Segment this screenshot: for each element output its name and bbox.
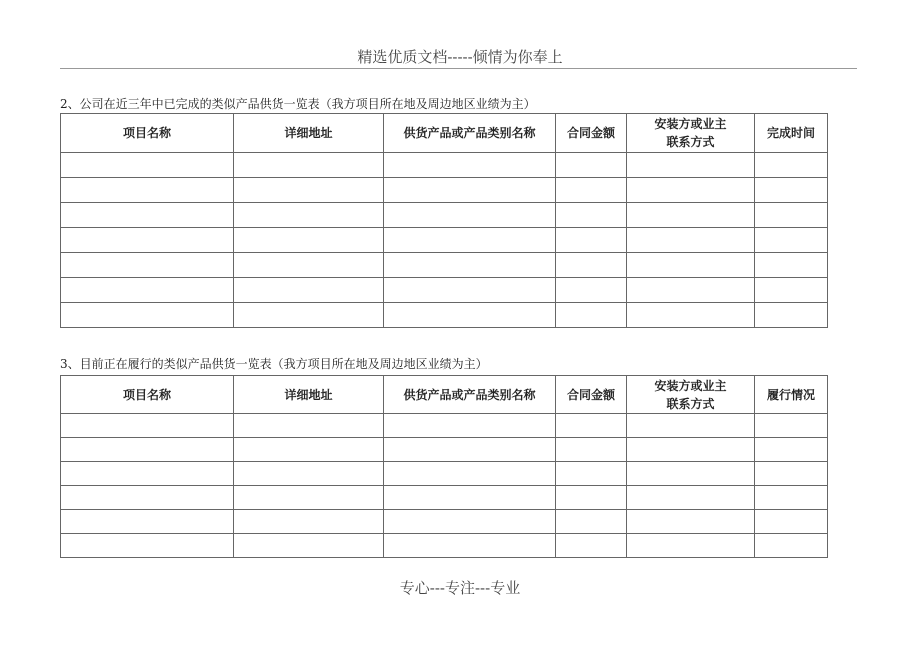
col-installer-label: 安装方或业主 xyxy=(654,117,727,131)
col-product-category: 供货产品或产品类别名称 xyxy=(384,114,556,153)
table-row xyxy=(61,486,828,510)
table-row xyxy=(61,203,828,228)
section3-caption: 3、目前正在履行的类似产品供货一览表（我方项目所在地及周边地区业绩为主） xyxy=(60,357,488,371)
table-row xyxy=(61,414,828,438)
col-contract-amount: 合同金额 xyxy=(556,376,627,414)
col-address: 详细地址 xyxy=(234,114,384,153)
section2-caption: 2、公司在近三年中已完成的类似产品供货一览表（我方项目所在地及周边地区业绩为主） xyxy=(60,97,536,111)
col-address: 详细地址 xyxy=(234,376,384,414)
completed-projects-table xyxy=(60,113,828,328)
col-project-name: 项目名称 xyxy=(61,114,234,153)
col-contract-amount: 合同金额 xyxy=(556,114,627,153)
header-divider xyxy=(60,68,857,69)
page-header-title: 精选优质文档-----倾情为你奉上 xyxy=(357,48,563,66)
col-contact-label: 联系方式 xyxy=(666,396,715,411)
table-row xyxy=(61,534,828,558)
col-installer-contact xyxy=(627,376,755,414)
col-contact-label: 联系方式 xyxy=(666,135,715,149)
table-row xyxy=(61,278,828,303)
col-installer-contact xyxy=(627,114,755,153)
col-product-category: 供货产品或产品类别名称 xyxy=(384,376,556,414)
table-row xyxy=(61,462,828,486)
table-row xyxy=(61,303,828,328)
col-installer-label: 安装方或业主 xyxy=(654,378,727,393)
table-row xyxy=(61,228,828,253)
col-performance-status: 履行情况 xyxy=(755,376,828,414)
table-row xyxy=(61,253,828,278)
col-project-name: 项目名称 xyxy=(61,376,234,414)
page-footer: 专心---专注---专业 xyxy=(399,579,521,597)
table-row xyxy=(61,438,828,462)
ongoing-projects-table xyxy=(60,375,828,558)
table-row xyxy=(61,153,828,178)
table-row xyxy=(61,178,828,203)
col-completion-time: 完成时间 xyxy=(755,114,828,153)
table-row xyxy=(61,510,828,534)
